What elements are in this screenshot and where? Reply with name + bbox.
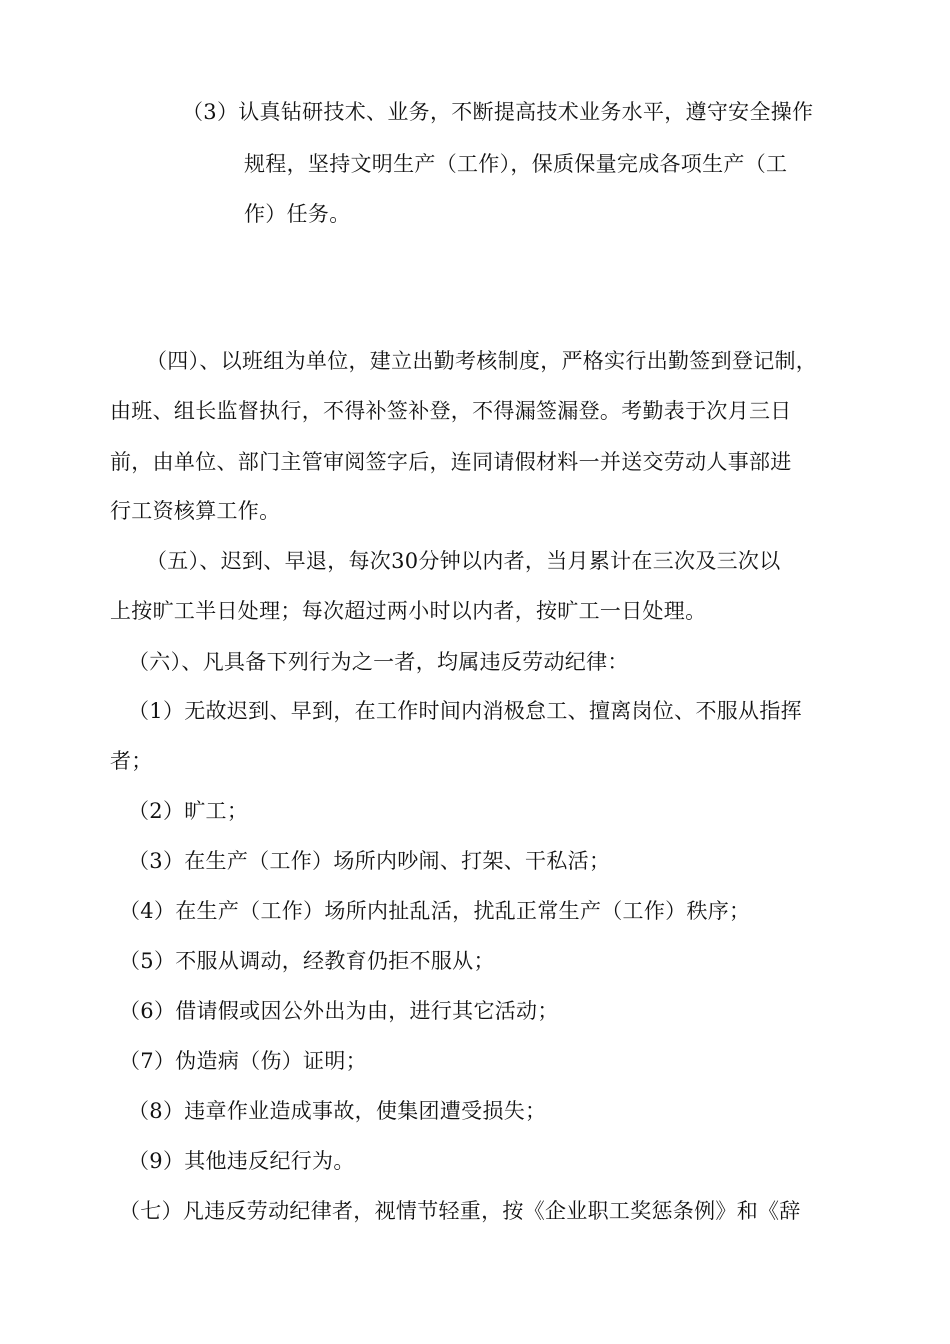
text-line: 由班、组长监督执行，不得补签补登，不得漏签漏登。考勤表于次月三日 xyxy=(110,399,792,423)
text-line: 作）任务。 xyxy=(244,202,351,226)
text-line: 行工资核算工作。 xyxy=(110,499,281,523)
text-line: （3）认真钻研技术、业务，不断提高技术业务水平，遵守安全操作 xyxy=(182,100,814,124)
text-line: （六）、凡具备下列行为之一者，均属违反劳动纪律： xyxy=(128,650,629,674)
text-line: 上按旷工半日处理；每次超过两小时以内者，按旷工一日处理。 xyxy=(110,599,707,623)
text-line: （5）不服从调动，经教育仍拒不服从； xyxy=(119,949,495,973)
text-line: （9）其他违反纪行为。 xyxy=(128,1149,355,1173)
text-line: （2）旷工； xyxy=(128,799,249,823)
text-line: 者； xyxy=(110,749,153,773)
text-line: （7）伪造病（伤）证明； xyxy=(119,1049,367,1073)
text-line: （1）无故迟到、早到，在工作时间内消极怠工、擅离岗位、不服从指挥 xyxy=(128,699,802,723)
text-line: （七）凡违反劳动纪律者，视情节轻重，按《企业职工奖惩条例》和《辞 xyxy=(119,1199,801,1223)
text-line: 规程，坚持文明生产（工作），保质保量完成各项生产（工 xyxy=(244,152,788,176)
text-line: （6）借请假或因公外出为由，进行其它活动； xyxy=(119,999,559,1023)
text-line: （4）在生产（工作）场所内扯乱活，扰乱正常生产（工作）秩序； xyxy=(119,899,751,923)
text-line: （8）违章作业造成事故，使集团遭受损失； xyxy=(128,1099,547,1123)
text-line: （3）在生产（工作）场所内吵闹、打架、干私活； xyxy=(128,849,611,873)
text-line: 前，由单位、部门主管审阅签字后，连同请假材料一并送交劳动人事部进 xyxy=(110,450,792,474)
text-line: （五）、迟到、早退，每次30分钟以内者，当月累计在三次及三次以 xyxy=(146,549,781,573)
text-line: （四）、以班组为单位，建立出勤考核制度，严格实行出勤签到登记制， xyxy=(146,349,818,373)
